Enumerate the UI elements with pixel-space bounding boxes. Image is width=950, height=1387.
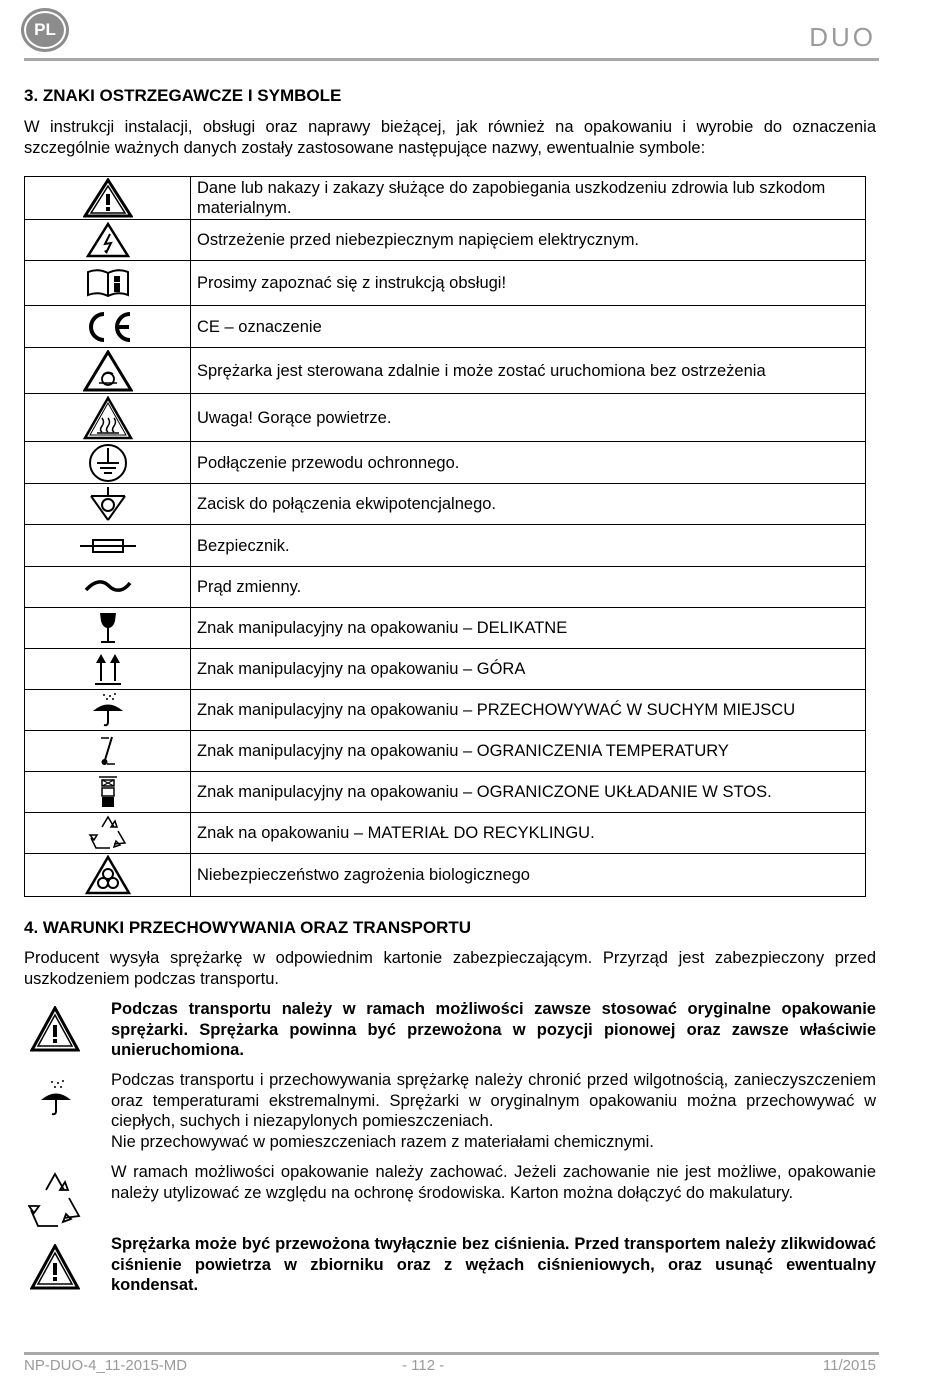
table-cell-text: Znak manipulacyjny na opakowaniu – DELIKATNE <box>191 608 866 649</box>
warning-triangle-icon <box>83 178 133 218</box>
section-3-intro: W instrukcji instalacji, obsługi oraz naprawy bieżącej, jak również na opakowaniu i wyrobie do oznaczenia szczególnie ważnych danych zostały zastosowane następujące nazwy, ewentualnie symbole: <box>24 118 876 157</box>
remote-start-warning-icon <box>83 350 133 392</box>
table-row <box>25 731 866 772</box>
this-way-up-icon <box>94 652 122 686</box>
table-cell-text: Niebezpieczeństwo zagrożenia biologicznego <box>191 854 866 897</box>
section-4-intro: Producent wysyła sprężarkę w odpowiednim kartonie zabezpieczającym. Przyrząd jest zabezpieczony przed uszkodzeniem podczas transportu. <box>24 949 876 988</box>
table-cell-text: Bezpiecznik. <box>191 525 866 567</box>
table-row <box>25 177 866 220</box>
ce-mark-icon <box>82 310 134 344</box>
table-row <box>25 525 866 567</box>
table-cell-text: Znak manipulacyjny na opakowaniu – GÓRA <box>191 649 866 690</box>
table-cell-text: Znak na opakowaniu – MATERIAŁ DO RECYKLINGU. <box>191 813 866 854</box>
stacking-limit-icon <box>97 775 119 809</box>
fragile-glass-icon <box>96 611 120 645</box>
biohazard-icon <box>85 855 131 895</box>
transport-warning-text: Podczas transportu należy w ramach możliwości zawsze stosować oryginalne opakowanie sprężarki. Sprężarka powinna być przewożona w pozycji pionowej oraz zawsze właściwie unieruchomiona. <box>111 1000 876 1059</box>
table-row <box>25 306 866 348</box>
section-4-heading: 4. WARUNKI PRZECHOWYWANIA ORAZ TRANSPORTU <box>24 918 472 937</box>
table-row <box>25 348 866 394</box>
temperature-limit-icon <box>98 734 118 768</box>
electric-voltage-warning-icon <box>86 222 130 258</box>
language-badge: PL <box>24 11 66 49</box>
page-number: - 112 - <box>402 1357 445 1374</box>
table-cell-text: Prosimy zapoznać się z instrukcją obsługi! <box>191 261 866 306</box>
header-divider <box>24 58 879 61</box>
warning-triangle-icon <box>30 1244 80 1290</box>
table-cell-text: Znak manipulacyjny na opakowaniu – OGRANICZONE UKŁADANIE W STOS. <box>191 772 866 813</box>
warning-triangle-icon <box>30 1006 80 1052</box>
table-row <box>25 608 866 649</box>
hot-air-warning-icon <box>83 396 133 440</box>
packaging-text: W ramach możliwości opakowanie należy zachować. Jeżeli zachowanie nie jest możliwe, opakowanie należy utylizować ze względu na ochronę środowiska. Karton można dołączyć do makulatury. <box>111 1163 876 1202</box>
keep-dry-umbrella-icon <box>38 1080 74 1116</box>
table-row <box>25 484 866 525</box>
table-cell-text: CE – oznaczenie <box>191 306 866 348</box>
table-row <box>25 442 866 484</box>
table-cell-text: Sprężarka jest sterowana zdalnie i może zostać uruchomiona bez ostrzeżenia <box>191 348 866 394</box>
table-cell-text: Ostrzeżenie przed niebezpiecznym napięciem elektrycznym. <box>191 220 866 261</box>
table-row <box>25 649 866 690</box>
fuse-icon <box>80 537 136 555</box>
table-cell-text: Dane lub nakazy i zakazy służące do zapobiegania uszkodzeniu zdrowia lub szkodom materialnym. <box>191 177 866 220</box>
section-3-heading: 3. ZNAKI OSTRZEGAWCZE I SYMBOLE <box>24 86 342 105</box>
equipotential-terminal-icon <box>88 486 128 522</box>
footer-divider <box>24 1352 879 1355</box>
table-row <box>25 394 866 442</box>
storage-text <box>111 1070 876 1152</box>
table-row <box>25 690 866 731</box>
table-cell-text: Znak manipulacyjny na opakowaniu – OGRANICZENIA TEMPERATURY <box>191 731 866 772</box>
symbols-table <box>24 176 866 897</box>
document-code: NP-DUO-4_11-2015-MD <box>24 1357 188 1374</box>
table-row <box>25 854 866 897</box>
recycling-icon <box>28 1170 82 1232</box>
storage-text-chemicals: Nie przechowywać w pomieszczeniach razem z materiałami chemicznymi. <box>111 1132 654 1151</box>
table-cell-text: Zacisk do połączenia ekwipotencjalnego. <box>191 484 866 525</box>
table-row <box>25 261 866 306</box>
protective-earth-icon <box>86 443 130 483</box>
table-row <box>25 220 866 261</box>
document-title: DUO <box>809 22 876 52</box>
table-cell-text: Podłączenie przewodu ochronnego. <box>191 442 866 484</box>
recycling-icon <box>88 815 128 851</box>
pressure-warning-text: Sprężarka może być przewożona twyłącznie bez ciśnienia. Przed transportem należy zlikwidować ciśnienie powietrza w zbiorniku oraz z wężach ciśnieniowych, oraz usunąć ewentualny kondensat. <box>111 1235 876 1294</box>
table-cell-text: Uwaga! Gorące powietrze. <box>191 394 866 442</box>
footer-date: 11/2015 <box>822 1357 876 1374</box>
read-manual-icon <box>86 268 130 298</box>
table-row <box>25 813 866 854</box>
table-row <box>25 772 866 813</box>
table-cell-text: Znak manipulacyjny na opakowaniu – PRZECHOWYWAĆ W SUCHYM MIEJSCU <box>191 690 866 731</box>
keep-dry-umbrella-icon <box>90 693 126 727</box>
storage-text-main: Podczas transportu i przechowywania sprężarkę należy chronić przed wilgotnością, zanieczyszczeniem oraz temperaturami ekstremalnymi. Sprężarki w oryginalnym opakowaniu można przechowywać w ciepłych, suchych i niezapylonych pomieszczeniach. <box>111 1071 876 1130</box>
alternating-current-icon <box>83 579 133 595</box>
table-row <box>25 567 866 608</box>
table-cell-text: Prąd zmienny. <box>191 567 866 608</box>
